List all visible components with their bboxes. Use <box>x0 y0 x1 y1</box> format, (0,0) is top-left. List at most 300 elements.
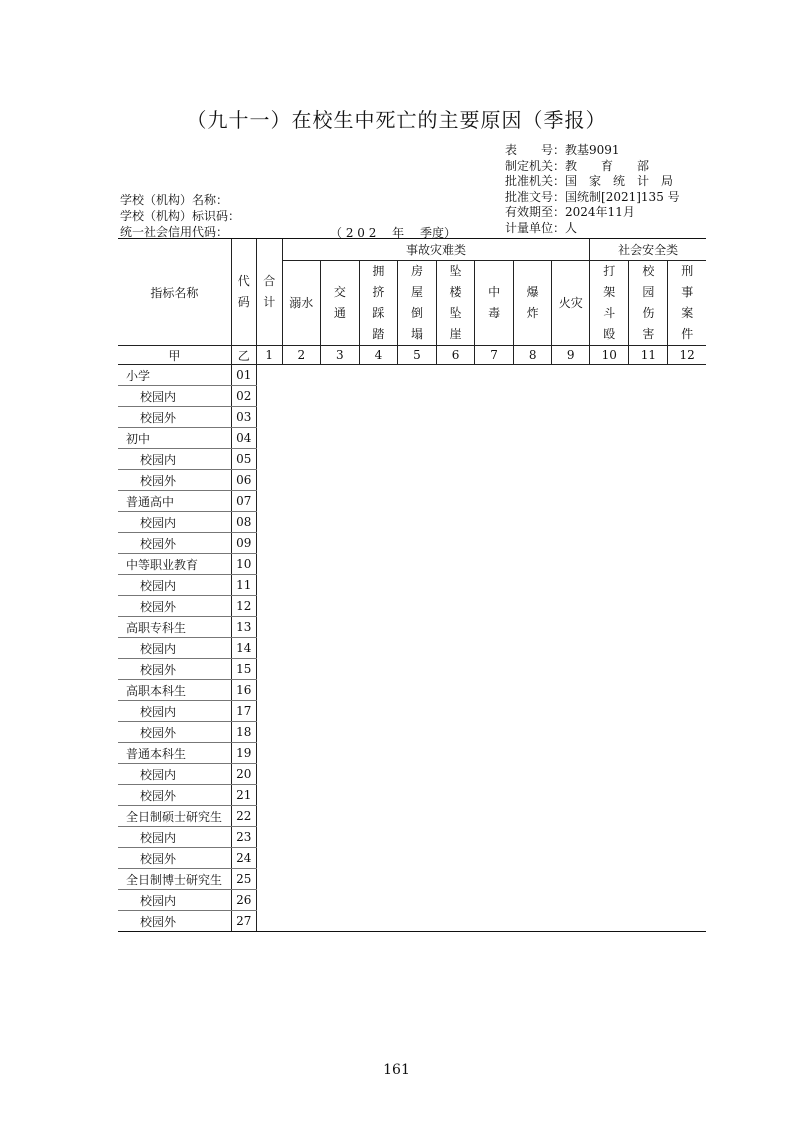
data-cell[interactable] <box>590 680 629 701</box>
data-cell[interactable] <box>256 596 282 617</box>
data-cell[interactable] <box>320 470 359 491</box>
data-cell[interactable] <box>359 827 397 848</box>
data-cell[interactable] <box>475 680 514 701</box>
data-cell[interactable] <box>629 911 668 932</box>
data-cell[interactable] <box>475 722 514 743</box>
data-cell[interactable] <box>282 827 320 848</box>
data-cell[interactable] <box>552 827 590 848</box>
data-cell[interactable] <box>437 575 475 596</box>
data-cell[interactable] <box>590 806 629 827</box>
data-cell[interactable] <box>668 743 706 764</box>
data-cell[interactable] <box>514 512 552 533</box>
data-cell[interactable] <box>668 869 706 890</box>
data-cell[interactable] <box>514 848 552 869</box>
data-cell[interactable] <box>359 722 397 743</box>
data-cell[interactable] <box>437 848 475 869</box>
data-cell[interactable] <box>629 806 668 827</box>
data-cell[interactable] <box>282 890 320 911</box>
data-cell[interactable] <box>437 764 475 785</box>
data-cell[interactable] <box>668 449 706 470</box>
data-cell[interactable] <box>359 407 397 428</box>
data-cell[interactable] <box>514 365 552 386</box>
data-cell[interactable] <box>552 911 590 932</box>
data-cell[interactable] <box>475 785 514 806</box>
data-cell[interactable] <box>552 596 590 617</box>
data-cell[interactable] <box>437 407 475 428</box>
data-cell[interactable] <box>475 743 514 764</box>
data-cell[interactable] <box>437 680 475 701</box>
data-cell[interactable] <box>256 890 282 911</box>
data-cell[interactable] <box>282 701 320 722</box>
data-cell[interactable] <box>320 659 359 680</box>
data-cell[interactable] <box>552 470 590 491</box>
data-cell[interactable] <box>282 764 320 785</box>
data-cell[interactable] <box>668 722 706 743</box>
data-cell[interactable] <box>256 806 282 827</box>
data-cell[interactable] <box>475 554 514 575</box>
data-cell[interactable] <box>590 407 629 428</box>
data-cell[interactable] <box>320 785 359 806</box>
data-cell[interactable] <box>320 869 359 890</box>
data-cell[interactable] <box>320 806 359 827</box>
data-cell[interactable] <box>514 617 552 638</box>
data-cell[interactable] <box>437 827 475 848</box>
data-cell[interactable] <box>282 722 320 743</box>
data-cell[interactable] <box>552 722 590 743</box>
data-cell[interactable] <box>282 806 320 827</box>
data-cell[interactable] <box>590 764 629 785</box>
data-cell[interactable] <box>282 617 320 638</box>
data-cell[interactable] <box>475 533 514 554</box>
data-cell[interactable] <box>475 848 514 869</box>
data-cell[interactable] <box>437 785 475 806</box>
data-cell[interactable] <box>590 743 629 764</box>
data-cell[interactable] <box>668 554 706 575</box>
data-cell[interactable] <box>397 890 436 911</box>
data-cell[interactable] <box>629 407 668 428</box>
data-cell[interactable] <box>282 575 320 596</box>
data-cell[interactable] <box>590 848 629 869</box>
data-cell[interactable] <box>359 848 397 869</box>
data-cell[interactable] <box>514 470 552 491</box>
data-cell[interactable] <box>256 554 282 575</box>
data-cell[interactable] <box>320 596 359 617</box>
data-cell[interactable] <box>668 386 706 407</box>
data-cell[interactable] <box>590 869 629 890</box>
data-cell[interactable] <box>397 722 436 743</box>
data-cell[interactable] <box>359 743 397 764</box>
data-cell[interactable] <box>282 869 320 890</box>
data-cell[interactable] <box>590 827 629 848</box>
data-cell[interactable] <box>475 365 514 386</box>
data-cell[interactable] <box>552 659 590 680</box>
data-cell[interactable] <box>590 701 629 722</box>
data-cell[interactable] <box>320 365 359 386</box>
data-cell[interactable] <box>282 365 320 386</box>
data-cell[interactable] <box>437 470 475 491</box>
data-cell[interactable] <box>514 428 552 449</box>
data-cell[interactable] <box>359 680 397 701</box>
data-cell[interactable] <box>590 890 629 911</box>
data-cell[interactable] <box>629 533 668 554</box>
data-cell[interactable] <box>437 554 475 575</box>
data-cell[interactable] <box>397 743 436 764</box>
data-cell[interactable] <box>437 449 475 470</box>
data-cell[interactable] <box>397 680 436 701</box>
data-cell[interactable] <box>256 533 282 554</box>
data-cell[interactable] <box>668 785 706 806</box>
data-cell[interactable] <box>256 407 282 428</box>
data-cell[interactable] <box>282 386 320 407</box>
data-cell[interactable] <box>282 428 320 449</box>
data-cell[interactable] <box>437 869 475 890</box>
data-cell[interactable] <box>437 365 475 386</box>
data-cell[interactable] <box>359 806 397 827</box>
data-cell[interactable] <box>282 407 320 428</box>
data-cell[interactable] <box>359 365 397 386</box>
data-cell[interactable] <box>629 596 668 617</box>
data-cell[interactable] <box>437 617 475 638</box>
data-cell[interactable] <box>397 806 436 827</box>
data-cell[interactable] <box>514 407 552 428</box>
data-cell[interactable] <box>590 365 629 386</box>
data-cell[interactable] <box>514 785 552 806</box>
data-cell[interactable] <box>282 638 320 659</box>
data-cell[interactable] <box>397 659 436 680</box>
data-cell[interactable] <box>320 764 359 785</box>
data-cell[interactable] <box>256 743 282 764</box>
data-cell[interactable] <box>320 491 359 512</box>
data-cell[interactable] <box>475 701 514 722</box>
data-cell[interactable] <box>552 428 590 449</box>
data-cell[interactable] <box>359 617 397 638</box>
data-cell[interactable] <box>590 386 629 407</box>
data-cell[interactable] <box>475 575 514 596</box>
data-cell[interactable] <box>590 617 629 638</box>
data-cell[interactable] <box>552 764 590 785</box>
data-cell[interactable] <box>359 869 397 890</box>
data-cell[interactable] <box>397 512 436 533</box>
data-cell[interactable] <box>514 680 552 701</box>
data-cell[interactable] <box>256 386 282 407</box>
data-cell[interactable] <box>397 407 436 428</box>
data-cell[interactable] <box>514 533 552 554</box>
data-cell[interactable] <box>629 554 668 575</box>
data-cell[interactable] <box>552 890 590 911</box>
data-cell[interactable] <box>437 911 475 932</box>
data-cell[interactable] <box>629 491 668 512</box>
data-cell[interactable] <box>475 386 514 407</box>
data-cell[interactable] <box>437 428 475 449</box>
data-cell[interactable] <box>437 638 475 659</box>
data-cell[interactable] <box>475 596 514 617</box>
data-cell[interactable] <box>397 470 436 491</box>
data-cell[interactable] <box>629 512 668 533</box>
data-cell[interactable] <box>629 848 668 869</box>
data-cell[interactable] <box>552 680 590 701</box>
data-cell[interactable] <box>397 827 436 848</box>
data-cell[interactable] <box>668 365 706 386</box>
data-cell[interactable] <box>590 659 629 680</box>
data-cell[interactable] <box>359 785 397 806</box>
data-cell[interactable] <box>359 764 397 785</box>
data-cell[interactable] <box>668 827 706 848</box>
data-cell[interactable] <box>437 659 475 680</box>
data-cell[interactable] <box>256 428 282 449</box>
data-cell[interactable] <box>437 533 475 554</box>
data-cell[interactable] <box>514 722 552 743</box>
data-cell[interactable] <box>552 785 590 806</box>
data-cell[interactable] <box>320 407 359 428</box>
data-cell[interactable] <box>475 617 514 638</box>
data-cell[interactable] <box>320 722 359 743</box>
data-cell[interactable] <box>629 638 668 659</box>
data-cell[interactable] <box>590 911 629 932</box>
data-cell[interactable] <box>668 407 706 428</box>
data-cell[interactable] <box>397 386 436 407</box>
data-cell[interactable] <box>256 785 282 806</box>
data-cell[interactable] <box>397 911 436 932</box>
data-cell[interactable] <box>320 680 359 701</box>
data-cell[interactable] <box>514 638 552 659</box>
data-cell[interactable] <box>514 806 552 827</box>
data-cell[interactable] <box>437 491 475 512</box>
data-cell[interactable] <box>514 701 552 722</box>
data-cell[interactable] <box>397 533 436 554</box>
data-cell[interactable] <box>590 596 629 617</box>
data-cell[interactable] <box>629 785 668 806</box>
data-cell[interactable] <box>552 806 590 827</box>
data-cell[interactable] <box>282 659 320 680</box>
data-cell[interactable] <box>359 701 397 722</box>
data-cell[interactable] <box>282 554 320 575</box>
data-cell[interactable] <box>397 596 436 617</box>
data-cell[interactable] <box>668 680 706 701</box>
data-cell[interactable] <box>256 764 282 785</box>
data-cell[interactable] <box>359 638 397 659</box>
data-cell[interactable] <box>629 869 668 890</box>
data-cell[interactable] <box>282 743 320 764</box>
data-cell[interactable] <box>437 701 475 722</box>
data-cell[interactable] <box>320 617 359 638</box>
data-cell[interactable] <box>629 470 668 491</box>
data-cell[interactable] <box>475 407 514 428</box>
data-cell[interactable] <box>397 365 436 386</box>
data-cell[interactable] <box>668 701 706 722</box>
data-cell[interactable] <box>256 659 282 680</box>
data-cell[interactable] <box>590 428 629 449</box>
data-cell[interactable] <box>552 533 590 554</box>
data-cell[interactable] <box>475 512 514 533</box>
data-cell[interactable] <box>256 911 282 932</box>
data-cell[interactable] <box>282 848 320 869</box>
data-cell[interactable] <box>359 470 397 491</box>
data-cell[interactable] <box>256 869 282 890</box>
data-cell[interactable] <box>590 785 629 806</box>
data-cell[interactable] <box>668 533 706 554</box>
data-cell[interactable] <box>282 470 320 491</box>
data-cell[interactable] <box>668 596 706 617</box>
data-cell[interactable] <box>590 491 629 512</box>
data-cell[interactable] <box>668 911 706 932</box>
data-cell[interactable] <box>514 575 552 596</box>
data-cell[interactable] <box>552 554 590 575</box>
data-cell[interactable] <box>256 638 282 659</box>
data-cell[interactable] <box>514 659 552 680</box>
data-cell[interactable] <box>359 449 397 470</box>
data-cell[interactable] <box>629 701 668 722</box>
data-cell[interactable] <box>668 638 706 659</box>
data-cell[interactable] <box>320 890 359 911</box>
data-cell[interactable] <box>282 533 320 554</box>
data-cell[interactable] <box>359 512 397 533</box>
data-cell[interactable] <box>514 827 552 848</box>
data-cell[interactable] <box>475 470 514 491</box>
data-cell[interactable] <box>552 848 590 869</box>
data-cell[interactable] <box>668 764 706 785</box>
data-cell[interactable] <box>282 680 320 701</box>
data-cell[interactable] <box>629 449 668 470</box>
data-cell[interactable] <box>282 596 320 617</box>
data-cell[interactable] <box>629 386 668 407</box>
data-cell[interactable] <box>320 554 359 575</box>
data-cell[interactable] <box>320 449 359 470</box>
data-cell[interactable] <box>282 512 320 533</box>
data-cell[interactable] <box>282 785 320 806</box>
data-cell[interactable] <box>397 638 436 659</box>
data-cell[interactable] <box>475 659 514 680</box>
data-cell[interactable] <box>475 869 514 890</box>
data-cell[interactable] <box>629 764 668 785</box>
data-cell[interactable] <box>514 596 552 617</box>
data-cell[interactable] <box>475 764 514 785</box>
data-cell[interactable] <box>668 617 706 638</box>
data-cell[interactable] <box>320 533 359 554</box>
data-cell[interactable] <box>629 743 668 764</box>
data-cell[interactable] <box>590 575 629 596</box>
data-cell[interactable] <box>437 890 475 911</box>
data-cell[interactable] <box>514 869 552 890</box>
data-cell[interactable] <box>668 806 706 827</box>
data-cell[interactable] <box>590 722 629 743</box>
data-cell[interactable] <box>668 491 706 512</box>
data-cell[interactable] <box>437 806 475 827</box>
data-cell[interactable] <box>437 743 475 764</box>
data-cell[interactable] <box>629 890 668 911</box>
data-cell[interactable] <box>359 428 397 449</box>
data-cell[interactable] <box>475 827 514 848</box>
data-cell[interactable] <box>437 386 475 407</box>
data-cell[interactable] <box>397 785 436 806</box>
data-cell[interactable] <box>629 575 668 596</box>
data-cell[interactable] <box>514 491 552 512</box>
data-cell[interactable] <box>590 533 629 554</box>
data-cell[interactable] <box>256 827 282 848</box>
data-cell[interactable] <box>552 638 590 659</box>
data-cell[interactable] <box>256 491 282 512</box>
data-cell[interactable] <box>629 680 668 701</box>
data-cell[interactable] <box>475 890 514 911</box>
data-cell[interactable] <box>320 428 359 449</box>
data-cell[interactable] <box>320 827 359 848</box>
data-cell[interactable] <box>552 365 590 386</box>
data-cell[interactable] <box>397 428 436 449</box>
data-cell[interactable] <box>590 638 629 659</box>
data-cell[interactable] <box>256 449 282 470</box>
data-cell[interactable] <box>668 512 706 533</box>
data-cell[interactable] <box>359 386 397 407</box>
data-cell[interactable] <box>320 386 359 407</box>
data-cell[interactable] <box>514 743 552 764</box>
data-cell[interactable] <box>320 638 359 659</box>
data-cell[interactable] <box>552 575 590 596</box>
data-cell[interactable] <box>629 722 668 743</box>
data-cell[interactable] <box>359 659 397 680</box>
data-cell[interactable] <box>397 491 436 512</box>
data-cell[interactable] <box>282 449 320 470</box>
data-cell[interactable] <box>552 512 590 533</box>
data-cell[interactable] <box>256 722 282 743</box>
data-cell[interactable] <box>668 848 706 869</box>
data-cell[interactable] <box>475 911 514 932</box>
data-cell[interactable] <box>320 701 359 722</box>
data-cell[interactable] <box>397 575 436 596</box>
data-cell[interactable] <box>629 365 668 386</box>
data-cell[interactable] <box>397 869 436 890</box>
data-cell[interactable] <box>668 428 706 449</box>
data-cell[interactable] <box>397 449 436 470</box>
data-cell[interactable] <box>514 764 552 785</box>
data-cell[interactable] <box>475 806 514 827</box>
data-cell[interactable] <box>552 449 590 470</box>
data-cell[interactable] <box>359 575 397 596</box>
data-cell[interactable] <box>282 491 320 512</box>
data-cell[interactable] <box>514 386 552 407</box>
data-cell[interactable] <box>359 911 397 932</box>
data-cell[interactable] <box>397 848 436 869</box>
data-cell[interactable] <box>256 617 282 638</box>
data-cell[interactable] <box>397 764 436 785</box>
data-cell[interactable] <box>552 386 590 407</box>
data-cell[interactable] <box>359 596 397 617</box>
data-cell[interactable] <box>256 365 282 386</box>
data-cell[interactable] <box>590 449 629 470</box>
data-cell[interactable] <box>320 848 359 869</box>
data-cell[interactable] <box>552 491 590 512</box>
data-cell[interactable] <box>256 512 282 533</box>
data-cell[interactable] <box>256 575 282 596</box>
data-cell[interactable] <box>552 743 590 764</box>
data-cell[interactable] <box>320 743 359 764</box>
data-cell[interactable] <box>397 554 436 575</box>
data-cell[interactable] <box>320 575 359 596</box>
data-cell[interactable] <box>359 491 397 512</box>
data-cell[interactable] <box>359 890 397 911</box>
data-cell[interactable] <box>590 470 629 491</box>
data-cell[interactable] <box>437 596 475 617</box>
data-cell[interactable] <box>397 617 436 638</box>
data-cell[interactable] <box>437 512 475 533</box>
data-cell[interactable] <box>320 512 359 533</box>
data-cell[interactable] <box>475 428 514 449</box>
data-cell[interactable] <box>282 911 320 932</box>
data-cell[interactable] <box>629 428 668 449</box>
data-cell[interactable] <box>256 701 282 722</box>
data-cell[interactable] <box>437 722 475 743</box>
data-cell[interactable] <box>552 701 590 722</box>
data-cell[interactable] <box>590 512 629 533</box>
data-cell[interactable] <box>475 491 514 512</box>
